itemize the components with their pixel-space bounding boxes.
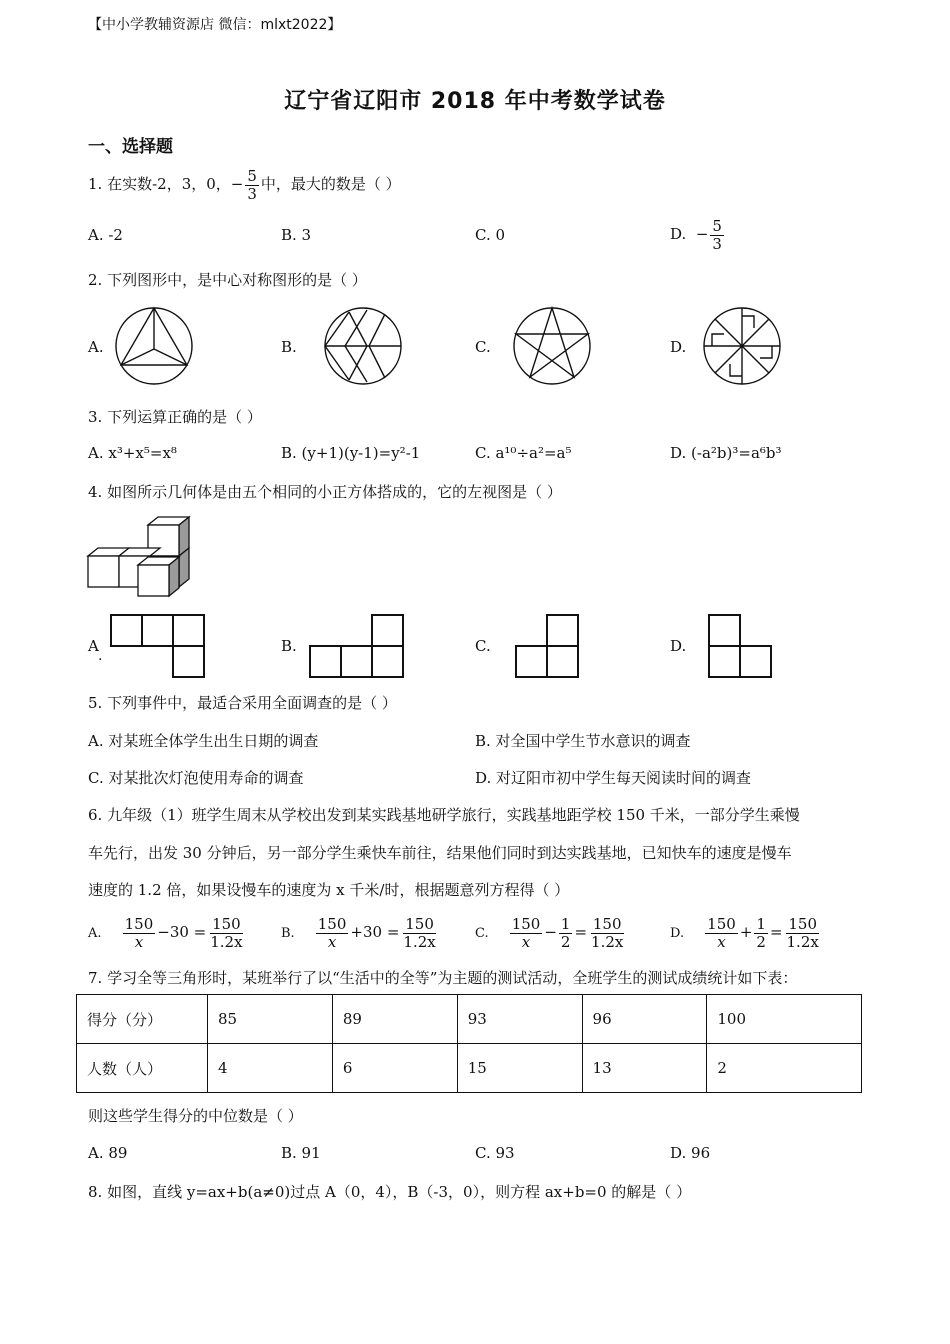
q6-d-frac2 [785, 916, 821, 950]
q5-option-b: B. 对全国中学生节水意识的调查 [475, 732, 691, 750]
q4-label-d: D. [670, 637, 687, 655]
q4-view-a [110, 614, 210, 678]
q6-c-eq: = [574, 923, 588, 941]
q6-c-half-den: 2 [560, 932, 571, 951]
q6-a-frac2-num: 150 [212, 915, 241, 933]
q4-label-c: C. [475, 637, 491, 655]
q7-option-a: A. 89 [88, 1144, 128, 1162]
q6-d-frac-half [754, 916, 768, 950]
q6-line-3: 速度的 1.2 倍，如果设慢车的速度为 x 千米/时，根据题意列方程得（ ） [88, 881, 570, 899]
table-row-score [77, 995, 862, 1044]
table-cell: 13 [582, 1044, 707, 1093]
score-table [76, 994, 862, 1093]
q6-d-frac2-num: 150 [788, 915, 817, 933]
q6-a-frac1-den: x [134, 932, 144, 951]
table-cell: 2 [707, 1044, 862, 1093]
q2-figure-b-circle-arrows [323, 306, 403, 386]
table-cell: 100 [707, 995, 862, 1044]
q6-d-half-den: 2 [756, 932, 766, 951]
q6-d-half-num: 1 [756, 915, 766, 933]
q6-b-frac1-num: 150 [317, 915, 347, 933]
q4-view-b [309, 614, 409, 678]
q6-c-frac1-num: 150 [511, 915, 541, 933]
q6-b-frac1 [316, 916, 349, 950]
q6-c-frac1 [510, 916, 543, 950]
question-4-stem: 4. 如图所示几何体是由五个相同的小正方体搭成的，它的左视图是（ ） [88, 483, 562, 501]
q3-option-c: C. a¹⁰÷a²=a⁵ [475, 444, 572, 462]
q6-a-frac1-num: 150 [124, 915, 154, 933]
q6-b-op: +30 = [350, 923, 400, 941]
q6-b-frac1-den: x [327, 932, 337, 951]
q4-view-c [515, 614, 585, 678]
q1-frac-den: 3 [247, 184, 257, 203]
q6-d-frac1-num: 150 [707, 915, 736, 933]
q2-figure-d-circle-pinwheel [702, 306, 782, 386]
q3-option-a: A. x³+x⁵=x⁸ [88, 444, 177, 462]
q7-question: 则这些学生得分的中位数是（ ） [88, 1107, 303, 1125]
q2-figure-a-circle-triangle [114, 306, 194, 386]
table-cell: 96 [582, 995, 707, 1044]
q1-stem-part-b: 中，最大的数是（ ） [260, 175, 401, 193]
q7-option-b: B. 91 [281, 1144, 321, 1162]
table-row-count [77, 1044, 862, 1093]
q6-a-frac1 [123, 916, 156, 950]
question-5-stem: 5. 下列事件中，最适合采用全面调查的是（ ） [88, 694, 397, 712]
q7-option-c: C. 93 [475, 1144, 515, 1162]
table-cell: 人数（人） [77, 1044, 208, 1093]
q1-d-frac-num: 5 [712, 217, 722, 235]
page-title: 辽宁省辽阳市 2018 年中考数学试卷 [284, 89, 666, 114]
q4-view-d [708, 614, 778, 678]
q1-fraction [245, 168, 259, 202]
section-heading: 一、选择题 [88, 137, 173, 157]
q3-option-b: B. (y+1)(y-1)=y²-1 [281, 444, 421, 462]
q4-cube-solid [86, 515, 196, 599]
q6-a-label: A. [88, 926, 102, 941]
question-8-stem: 8. 如图，直线 y=ax+b(a≠0)过点 A（0，4），B（-3，0），则方程 ax+b=0 的解是（ ） [88, 1183, 692, 1201]
q6-line-2: 车先行，出发 30 分钟后，另一部分学生乘快车前往，结果他们同时到达实践基地，已知快车的速度是慢车 [88, 844, 792, 862]
table-cell: 85 [208, 995, 333, 1044]
question-1-stem [88, 162, 401, 206]
q6-b-label: B. [281, 926, 295, 941]
q1-option-d-label: D. [670, 225, 687, 243]
table-cell: 93 [457, 995, 582, 1044]
q1-stem-part-a: 1. 在实数-2，3，0， [88, 175, 231, 193]
q6-d-frac1-den: x [717, 932, 726, 951]
q6-b-frac2 [401, 916, 437, 950]
q6-option-a [88, 908, 247, 958]
q6-c-frac2 [589, 916, 625, 950]
table-cell: 15 [457, 1044, 582, 1093]
q6-d-eq: = [769, 923, 783, 941]
q3-option-d: D. (-a²b)³=a⁶b³ [670, 444, 782, 462]
q6-option-b [281, 908, 440, 958]
q6-option-c [475, 908, 627, 958]
q4-label-a-dot: . [98, 648, 103, 664]
q4-label-b: B. [281, 637, 297, 655]
q1-d-frac-den: 3 [712, 234, 722, 253]
q1-frac-num: 5 [247, 167, 257, 185]
q1-option-d-fraction [710, 218, 724, 252]
q2-label-b: B. [281, 338, 297, 356]
q1-neg-sign: − [230, 175, 244, 193]
table-cell: 6 [332, 1044, 457, 1093]
q2-figure-c-circle-star [512, 306, 592, 386]
q6-d-frac2-den: 1.2x [786, 932, 819, 951]
q2-label-a: A. [88, 338, 104, 356]
q6-line-1: 6. 九年级（1）班学生周末从学校出发到某实践基地研学旅行，实践基地距学校 150 千米，一部分学生乘慢 [88, 806, 800, 824]
table-cell: 4 [208, 1044, 333, 1093]
q5-option-a: A. 对某班全体学生出生日期的调查 [88, 732, 319, 750]
q6-c-minus: − [544, 923, 557, 941]
q6-c-frac2-num: 150 [592, 915, 622, 933]
q7-option-d: D. 96 [670, 1144, 711, 1162]
q6-c-label: C. [475, 926, 489, 941]
q6-c-frac-half [559, 916, 573, 950]
q1-option-d [670, 212, 726, 256]
q6-d-label: D. [670, 926, 685, 941]
q5-option-d: D. 对辽阳市初中学生每天阅读时间的调查 [475, 769, 752, 787]
table-cell: 得分（分） [77, 995, 208, 1044]
q1-option-a: A. -2 [88, 226, 123, 244]
q6-b-frac2-den: 1.2x [403, 932, 436, 951]
q1-option-d-neg: − [695, 225, 709, 243]
q6-option-d [670, 908, 823, 958]
q5-option-c: C. 对某批次灯泡使用寿命的调查 [88, 769, 304, 787]
q6-c-frac1-den: x [521, 932, 531, 951]
q6-d-frac1 [705, 916, 738, 950]
question-2-stem: 2. 下列图形中，是中心对称图形的是（ ） [88, 271, 367, 289]
resource-header: 【中小学教辅资源店 微信：mlxt2022】 [88, 17, 342, 33]
q6-d-plus: + [739, 923, 753, 941]
q6-a-frac2 [208, 916, 244, 950]
q1-option-b: B. 3 [281, 226, 312, 244]
q6-a-op: −30 = [157, 923, 207, 941]
q1-option-c: C. 0 [475, 226, 506, 244]
q2-label-d: D. [670, 338, 687, 356]
question-3-stem: 3. 下列运算正确的是（ ） [88, 408, 262, 426]
table-cell: 89 [332, 995, 457, 1044]
question-7-stem: 7. 学习全等三角形时，某班举行了以“生活中的全等”为主题的测试活动，全班学生的测试成绩统计如下表： [88, 969, 798, 987]
q4-label-a: A [88, 637, 99, 655]
q6-c-half-num: 1 [560, 915, 571, 933]
q6-c-frac2-den: 1.2x [591, 932, 624, 951]
q6-b-frac2-num: 150 [405, 915, 434, 933]
q2-label-c: C. [475, 338, 491, 356]
q6-a-frac2-den: 1.2x [210, 932, 243, 951]
